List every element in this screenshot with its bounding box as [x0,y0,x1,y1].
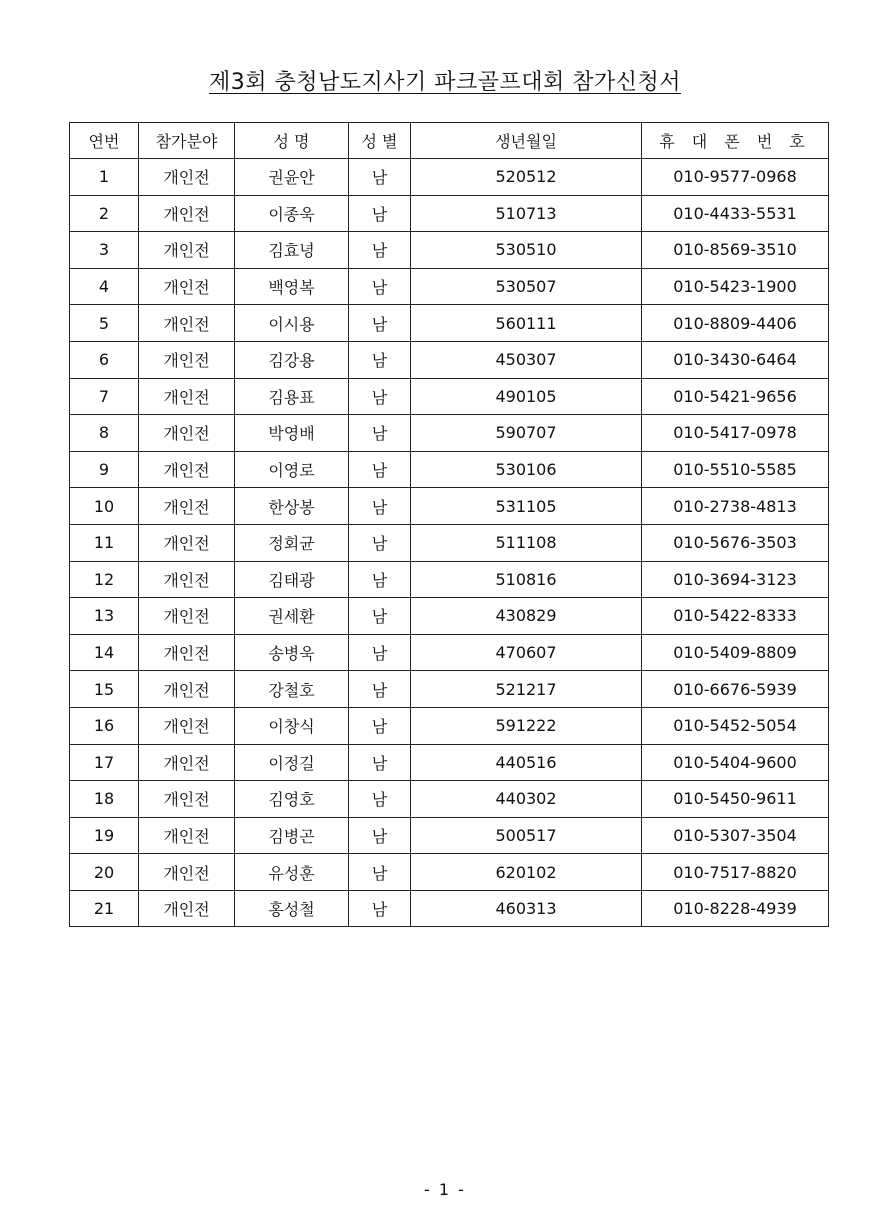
cell-sex: 남 [349,781,411,818]
cell-name: 한상봉 [235,488,349,525]
cell-name: 강철호 [235,671,349,708]
cell-division: 개인전 [139,378,235,415]
table-row [70,415,829,452]
table-row [70,744,829,781]
cell-name: 권세환 [235,598,349,635]
cell-no: 11 [70,524,139,561]
cell-division: 개인전 [139,781,235,818]
cell-birth: 511108 [411,524,642,561]
cell-phone: 010-3430-6464 [642,341,829,378]
cell-sex: 남 [349,451,411,488]
cell-birth: 510713 [411,195,642,232]
cell-name: 박영배 [235,415,349,452]
cell-sex: 남 [349,268,411,305]
cell-division: 개인전 [139,232,235,269]
cell-no: 14 [70,634,139,671]
cell-division: 개인전 [139,268,235,305]
cell-no: 7 [70,378,139,415]
cell-name: 이시용 [235,305,349,342]
cell-name: 이정길 [235,744,349,781]
cell-sex: 남 [349,817,411,854]
cell-name: 권윤안 [235,159,349,196]
cell-no: 3 [70,232,139,269]
cell-name: 이영로 [235,451,349,488]
cell-sex: 남 [349,195,411,232]
cell-birth: 500517 [411,817,642,854]
cell-no: 2 [70,195,139,232]
cell-phone: 010-5510-5585 [642,451,829,488]
cell-phone: 010-8569-3510 [642,232,829,269]
cell-division: 개인전 [139,524,235,561]
cell-sex: 남 [349,415,411,452]
cell-phone: 010-8228-4939 [642,890,829,927]
table-row [70,707,829,744]
cell-division: 개인전 [139,415,235,452]
table-row [70,451,829,488]
cell-sex: 남 [349,341,411,378]
cell-no: 19 [70,817,139,854]
cell-birth: 530106 [411,451,642,488]
cell-name: 홍성철 [235,890,349,927]
cell-name: 김태광 [235,561,349,598]
cell-sex: 남 [349,854,411,891]
table-row [70,854,829,891]
cell-birth: 510816 [411,561,642,598]
cell-no: 9 [70,451,139,488]
cell-name: 유성훈 [235,854,349,891]
cell-phone: 010-8809-4406 [642,305,829,342]
table-row [70,817,829,854]
cell-birth: 490105 [411,378,642,415]
table-row [70,781,829,818]
cell-division: 개인전 [139,561,235,598]
table-row [70,488,829,525]
cell-sex: 남 [349,671,411,708]
cell-sex: 남 [349,488,411,525]
header-birth: 생년월일 [411,123,642,159]
cell-name: 김강용 [235,341,349,378]
header-sex: 성 별 [349,123,411,159]
table-row [70,159,829,196]
page-number: - 1 - [424,1180,466,1199]
cell-birth: 560111 [411,305,642,342]
cell-name: 김용표 [235,378,349,415]
cell-birth: 470607 [411,634,642,671]
cell-name: 김효녕 [235,232,349,269]
cell-division: 개인전 [139,634,235,671]
cell-name: 이창식 [235,707,349,744]
cell-sex: 남 [349,561,411,598]
cell-phone: 010-5450-9611 [642,781,829,818]
cell-phone: 010-4433-5531 [642,195,829,232]
cell-no: 10 [70,488,139,525]
cell-no: 15 [70,671,139,708]
cell-phone: 010-5307-3504 [642,817,829,854]
page-title [0,68,872,98]
table-row [70,305,829,342]
cell-phone: 010-5422-8333 [642,598,829,635]
table-row [70,524,829,561]
cell-phone: 010-5676-3503 [642,524,829,561]
header-phone: 휴 대 폰 번 호 [642,123,829,159]
cell-no: 16 [70,707,139,744]
cell-no: 6 [70,341,139,378]
cell-sex: 남 [349,159,411,196]
header-name: 성 명 [235,123,349,159]
table-body [70,159,829,927]
cell-no: 12 [70,561,139,598]
cell-birth: 430829 [411,598,642,635]
cell-phone: 010-5421-9656 [642,378,829,415]
cell-sex: 남 [349,524,411,561]
table-header [70,123,829,159]
cell-sex: 남 [349,744,411,781]
cell-birth: 591222 [411,707,642,744]
cell-name: 송병욱 [235,634,349,671]
cell-no: 5 [70,305,139,342]
cell-birth: 440516 [411,744,642,781]
cell-no: 4 [70,268,139,305]
cell-phone: 010-5423-1900 [642,268,829,305]
cell-phone: 010-6676-5939 [642,671,829,708]
cell-phone: 010-5417-0978 [642,415,829,452]
cell-phone: 010-5404-9600 [642,744,829,781]
cell-no: 18 [70,781,139,818]
cell-name: 김영호 [235,781,349,818]
cell-division: 개인전 [139,451,235,488]
cell-birth: 440302 [411,781,642,818]
cell-birth: 620102 [411,854,642,891]
cell-no: 1 [70,159,139,196]
table-row [70,268,829,305]
table-row [70,890,829,927]
cell-no: 20 [70,854,139,891]
cell-division: 개인전 [139,195,235,232]
table-row [70,232,829,269]
header-division: 참가분야 [139,123,235,159]
cell-birth: 521217 [411,671,642,708]
cell-birth: 520512 [411,159,642,196]
cell-sex: 남 [349,598,411,635]
table-row [70,378,829,415]
cell-sex: 남 [349,378,411,415]
cell-phone: 010-9577-0968 [642,159,829,196]
cell-phone: 010-3694-3123 [642,561,829,598]
cell-division: 개인전 [139,159,235,196]
cell-division: 개인전 [139,671,235,708]
cell-division: 개인전 [139,890,235,927]
cell-sex: 남 [349,634,411,671]
cell-no: 21 [70,890,139,927]
cell-birth: 450307 [411,341,642,378]
cell-birth: 530507 [411,268,642,305]
table-row [70,341,829,378]
cell-division: 개인전 [139,707,235,744]
cell-phone: 010-5409-8809 [642,634,829,671]
cell-sex: 남 [349,707,411,744]
cell-name: 김병곤 [235,817,349,854]
table-row [70,195,829,232]
cell-sex: 남 [349,232,411,269]
table-row [70,634,829,671]
cell-division: 개인전 [139,854,235,891]
cell-phone: 010-7517-8820 [642,854,829,891]
cell-no: 13 [70,598,139,635]
cell-birth: 530510 [411,232,642,269]
cell-no: 17 [70,744,139,781]
cell-division: 개인전 [139,341,235,378]
cell-division: 개인전 [139,817,235,854]
cell-division: 개인전 [139,598,235,635]
page-title-text: 제3회 충청남도지사기 파크골프대회 참가신청서 [208,70,682,95]
table-row [70,671,829,708]
cell-sex: 남 [349,890,411,927]
cell-phone: 010-2738-4813 [642,488,829,525]
header-row [70,123,829,159]
cell-birth: 590707 [411,415,642,452]
cell-division: 개인전 [139,305,235,342]
cell-birth: 531105 [411,488,642,525]
cell-division: 개인전 [139,744,235,781]
cell-phone: 010-5452-5054 [642,707,829,744]
cell-name: 이종욱 [235,195,349,232]
cell-no: 8 [70,415,139,452]
header-no: 연번 [70,123,139,159]
table-row [70,598,829,635]
table-row [70,561,829,598]
cell-birth: 460313 [411,890,642,927]
cell-name: 정회균 [235,524,349,561]
participant-table [69,122,829,927]
cell-division: 개인전 [139,488,235,525]
cell-sex: 남 [349,305,411,342]
cell-name: 백영복 [235,268,349,305]
